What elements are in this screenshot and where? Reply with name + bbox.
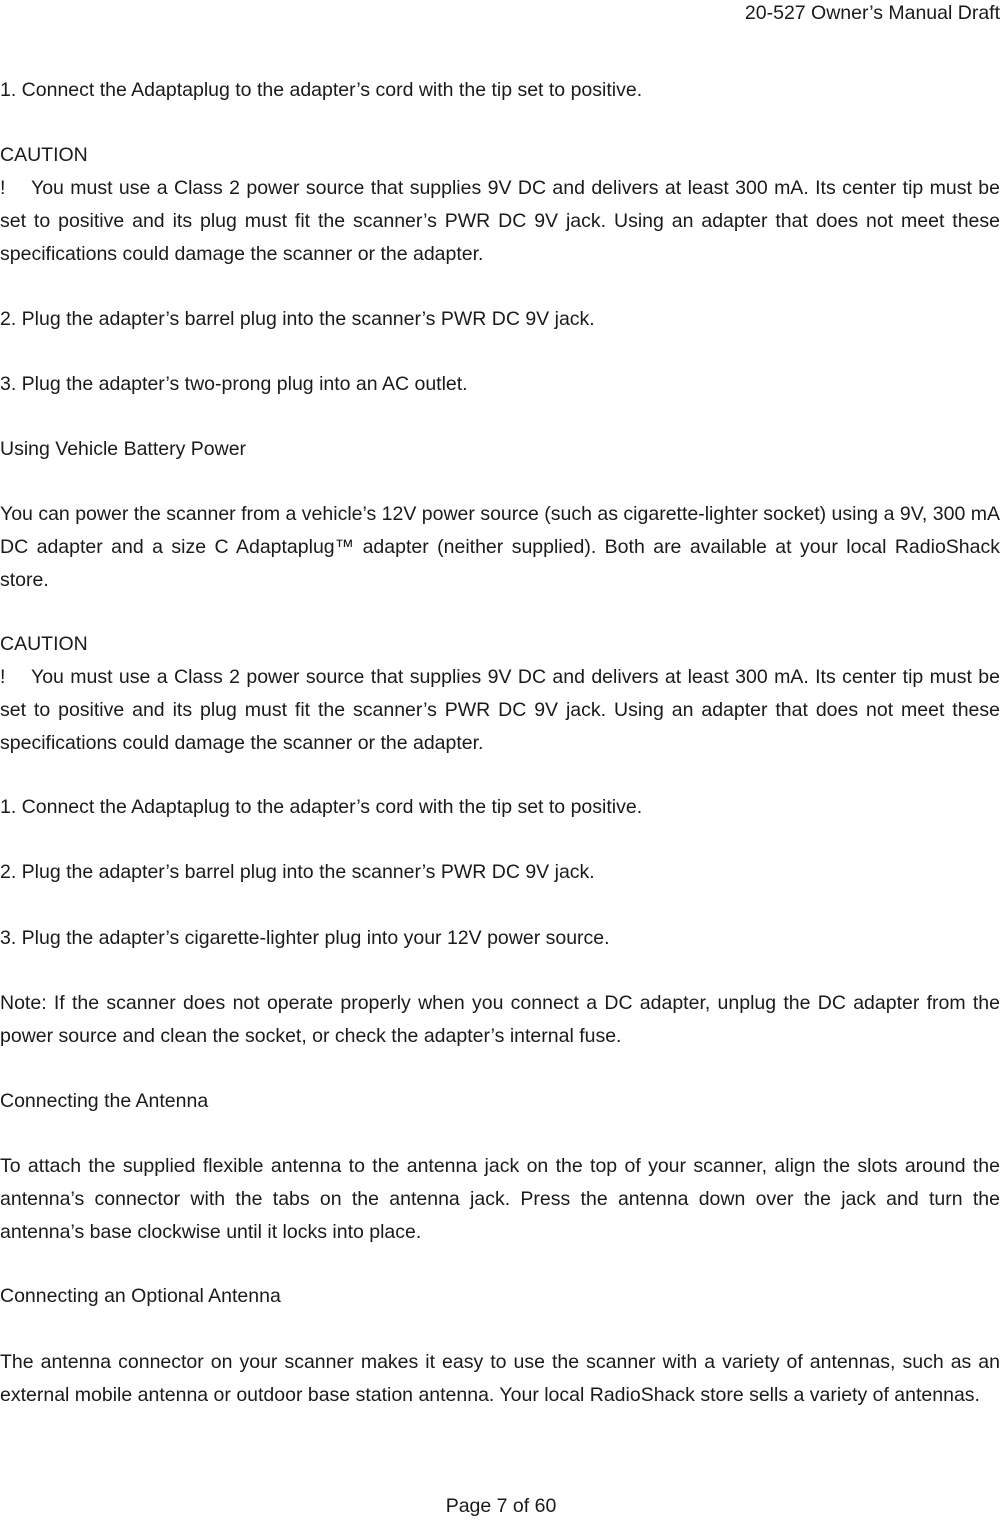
vehicle-step-plug-cigarette-lighter: 3. Plug the adapter’s cigarette-lighter plug into your 12V power source. bbox=[0, 927, 610, 949]
section-heading-optional-antenna: Connecting an Optional Antenna bbox=[0, 1285, 281, 1307]
section-heading-vehicle-power: Using Vehicle Battery Power bbox=[0, 438, 247, 460]
step-plug-barrel: 2. Plug the adapter’s barrel plug into the scanner’s PWR DC 9V jack. bbox=[0, 308, 595, 330]
antenna-paragraph: To attach the supplied flexible antenna to the antenna jack on the top of your scanner, align the slots around the antenna’s connector with the tabs on the antenna jack. Press the antenna down over the jack and turn the antenna’s base clockwise until it locks into place. bbox=[0, 1155, 1000, 1243]
caution-paragraph bbox=[0, 661, 1000, 760]
vehicle-step-plug-barrel: 2. Plug the adapter’s barrel plug into the scanner’s PWR DC 9V jack. bbox=[0, 861, 595, 883]
caution-text: You must use a Class 2 power source that supplies 9V DC and delivers at least 300 mA. Its center tip must be set to positive and its plug must fit the scanner’s PWR DC 9V jack. Using an adapter that does not meet these specifications could damage the scanner or the adapter. bbox=[0, 177, 1000, 265]
note-paragraph: Note: If the scanner does not operate properly when you connect a DC adapter, unplug the DC adapter from the power source and clean the socket, or check the adapter’s internal fuse. bbox=[0, 992, 1000, 1047]
document-header-title: 20-527 Owner’s Manual Draft bbox=[744, 2, 1000, 24]
caution-heading: CAUTION bbox=[0, 633, 88, 655]
section-heading-antenna: Connecting the Antenna bbox=[0, 1090, 209, 1112]
step-plug-two-prong: 3. Plug the adapter’s two-prong plug into an AC outlet. bbox=[0, 373, 468, 395]
caution-mark: ! bbox=[0, 177, 6, 199]
page-number: Page 7 of 60 bbox=[445, 1495, 557, 1517]
caution-mark: ! bbox=[0, 666, 6, 688]
caution-paragraph bbox=[0, 172, 1000, 271]
step-connect-adaptaplug: 1. Connect the Adaptaplug to the adapter’s cord with the tip set to positive. bbox=[0, 79, 643, 101]
caution-text: You must use a Class 2 power source that supplies 9V DC and delivers at least 300 mA. Its center tip must be set to positive and its plug must fit the scanner’s PWR DC 9V jack. Using an adapter that does not meet these specifications could damage the scanner or the adapter. bbox=[0, 666, 1000, 754]
caution-heading: CAUTION bbox=[0, 144, 88, 166]
optional-antenna-paragraph: The antenna connector on your scanner makes it easy to use the scanner with a variety of antennas, such as an external mobile antenna or outdoor base station antenna. Your local RadioShack store sells a variety of antennas. bbox=[0, 1351, 1000, 1406]
vehicle-step-connect-adaptaplug: 1. Connect the Adaptaplug to the adapter’s cord with the tip set to positive. bbox=[0, 796, 643, 818]
vehicle-power-paragraph: You can power the scanner from a vehicle’s 12V power source (such as cigarette-lighter socket) using a 9V, 300 mA DC adapter and a size C Adaptaplug™ adapter (neither supplied). Both are available at your local RadioShack store. bbox=[0, 503, 1000, 591]
